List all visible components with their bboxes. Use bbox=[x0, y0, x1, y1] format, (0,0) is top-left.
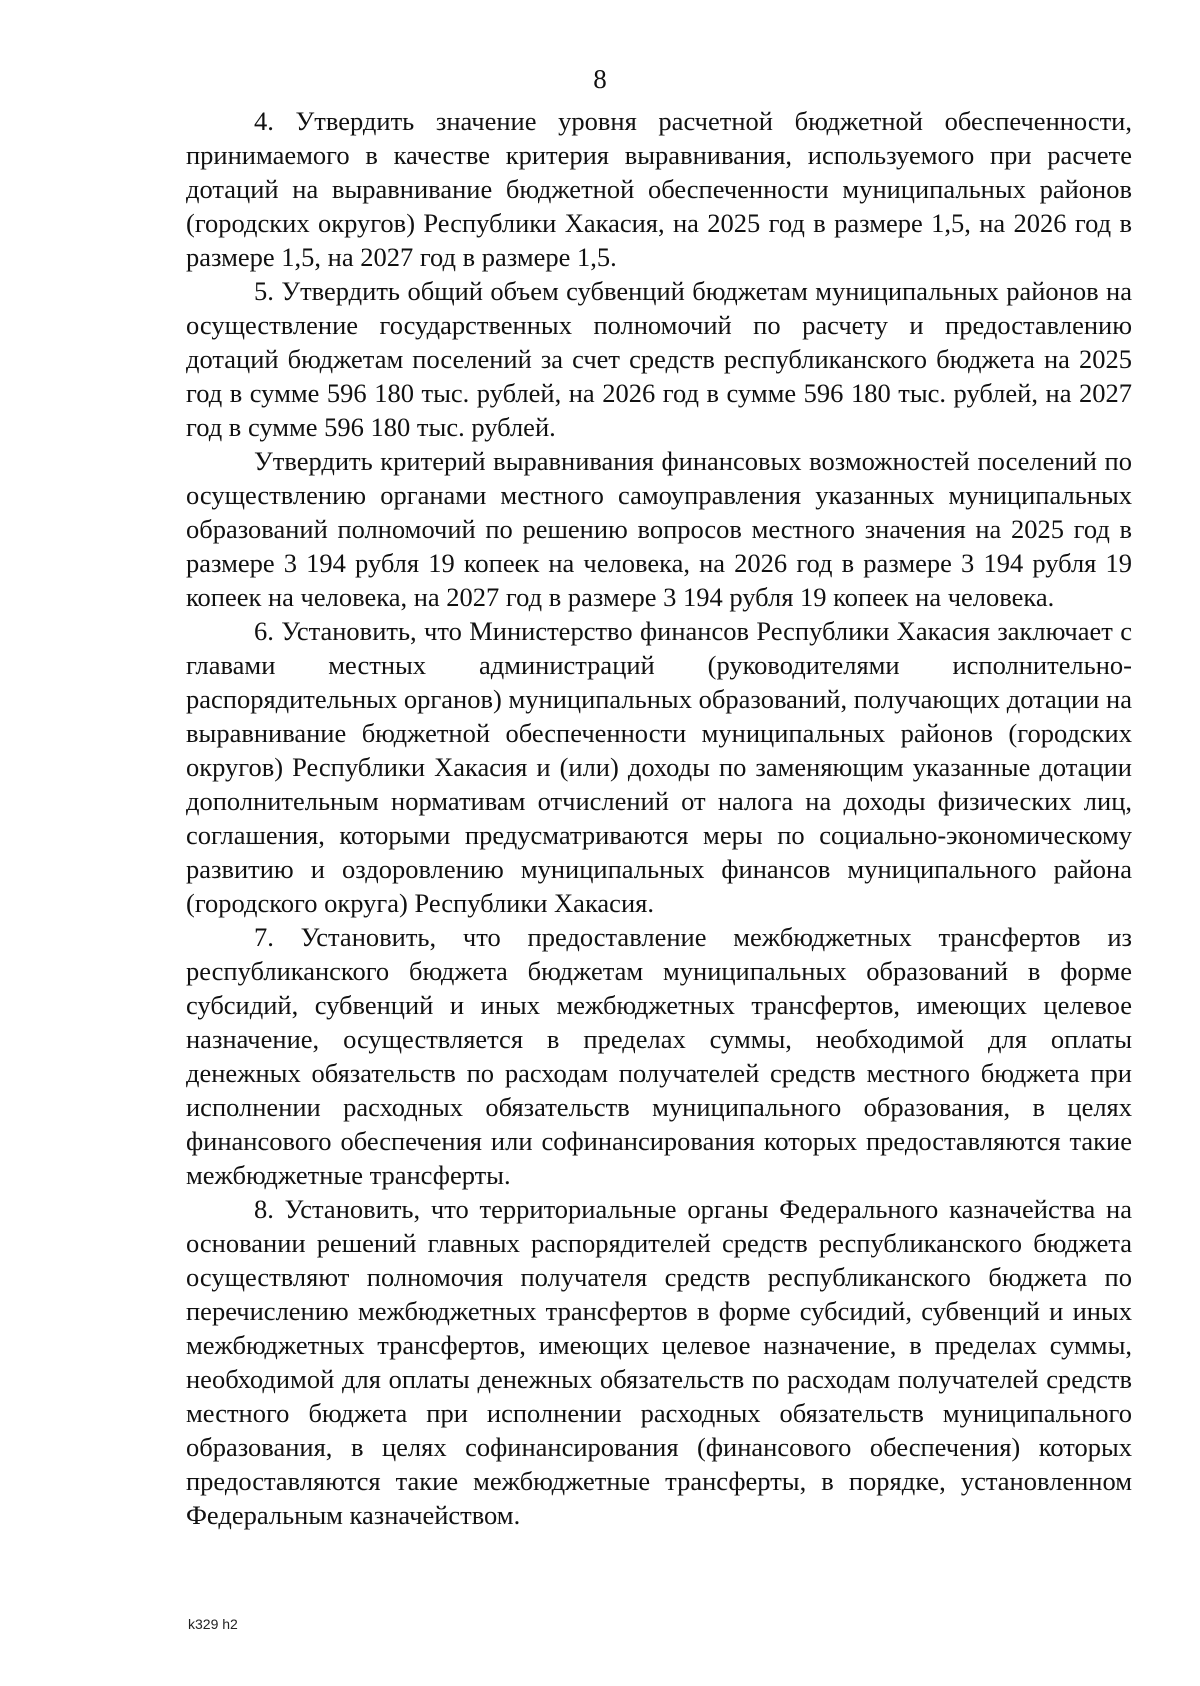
paragraph-item-7: 7. Установить, что предоставление межбюджетных трансфертов из республиканского бюджета бюджетам муниципальных образований в форме субсидий, субвенций и иных межбюджетных трансфертов, имеющих целевое назначение, осуществляется в пределах суммы, необходимой для оплаты денежных обязательств по расходам получателей средств местного бюджета при исполнении расходных обязательств муниципального образования, в целях финансового обеспечения или софинансирования которых предоставляются такие межбюджетные трансферты. bbox=[186, 922, 1132, 1190]
paragraph-criterion: Утвердить критерий выравнивания финансовых возможностей поселений по осуществлению органами местного самоуправления указанных муниципальных образований полномочий по решению вопросов местного значения на 2025 год в размере 3 194 рубля 19 копеек на человека, на 2026 год в размере 3 194 рубля 19 копеек на человека, на 2027 год в размере 3 194 рубля 19 копеек на человека. bbox=[186, 446, 1132, 612]
footer-document-code: k329 h2 bbox=[188, 1616, 238, 1632]
paragraph-item-8: 8. Установить, что территориальные органы Федерального казначейства на основании решений главных распорядителей средств республиканского бюджета осуществляют полномочия получателя средств республиканского бюджета по перечислению межбюджетных трансфертов в форме субсидий, субвенций и иных межбюджетных трансфертов, имеющих целевое назначение, в пределах суммы, необходимой для оплаты денежных обязательств по расходам получателей средств местного бюджета при исполнении расходных обязательств муниципального образования, в целях софинансирования (финансового обеспечения) которых предоставляются такие межбюджетные трансферты, в порядке, установленном Федеральным казначейством. bbox=[186, 1194, 1132, 1530]
page-number: 8 bbox=[593, 64, 607, 94]
paragraph-item-6: 6. Установить, что Министерство финансов Республики Хакасия заключает с главами местных администраций (руководителями исполнительно-распорядительных органов) муниципальных образований, получающих дотации на выравнивание бюджетной обеспеченности муниципальных районов (городских округов) Республики Хакасия и (или) доходы по заменяющим указанные дотации дополнительным нормативам отчислений от налога на доходы физических лиц, соглашения, которыми предусматриваются меры по социально-экономическому развитию и оздоровлению муниципальных финансов муниципального района (городского округа) Республики Хакасия. bbox=[186, 616, 1132, 918]
document-body bbox=[186, 104, 1132, 1532]
paragraph-item-4: 4. Утвердить значение уровня расчетной бюджетной обеспеченности, принимаемого в качестве критерия выравнивания, используемого при расчете дотаций на выравнивание бюджетной обеспеченности муниципальных районов (городских округов) Республики Хакасия, на 2025 год в размере 1,5, на 2026 год в размере 1,5, на 2027 год в размере 1,5. bbox=[186, 106, 1132, 272]
paragraph-item-5: 5. Утвердить общий объем субвенций бюджетам муниципальных районов на осуществление государственных полномочий по расчету и предоставлению дотаций бюджетам поселений за счет средств республиканского бюджета на 2025 год в сумме 596 180 тыс. рублей, на 2026 год в сумме 596 180 тыс. рублей, на 2027 год в сумме 596 180 тыс. рублей. bbox=[186, 276, 1132, 442]
